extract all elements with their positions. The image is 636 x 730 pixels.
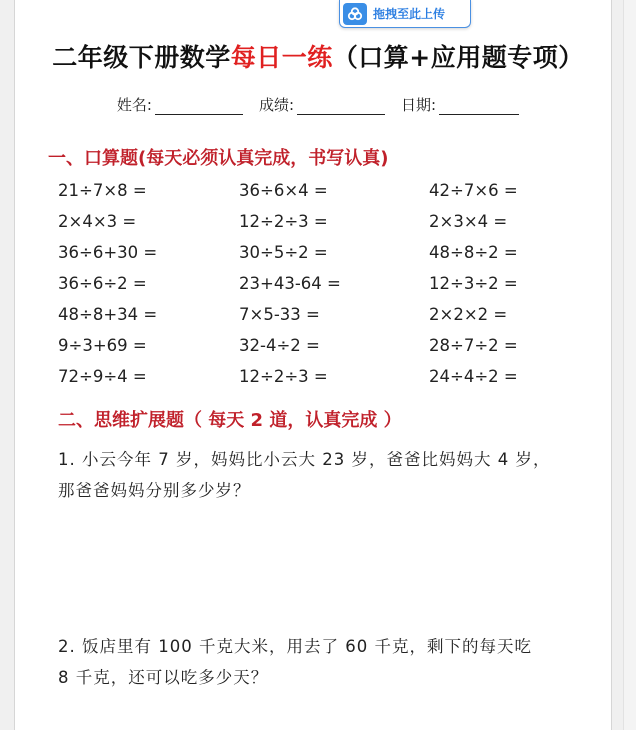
oral-item: 48÷8÷2 = — [429, 243, 518, 262]
name-blank[interactable] — [155, 98, 243, 115]
oral-calculation-grid — [58, 180, 578, 388]
score-label: 成绩: — [258, 96, 295, 114]
name-label: 姓名: — [116, 96, 152, 114]
score-blank[interactable] — [297, 98, 385, 115]
oral-item: 32-4÷2 = — [239, 336, 320, 355]
problem-2-line1: 2. 饭店里有 100 千克大米，用去了 60 千克，剩下的每天吃 — [58, 637, 532, 656]
score-field — [259, 94, 385, 115]
oral-item: 7×5-33 = — [239, 305, 320, 324]
title-part1: 二年级下册数学 — [52, 43, 231, 72]
oral-item: 36÷6÷2 = — [58, 274, 147, 293]
oral-item: 42÷7×6 = — [429, 181, 518, 200]
word-problem-2 — [58, 631, 588, 693]
student-info-row — [0, 94, 636, 115]
oral-item: 23+43-64 = — [239, 274, 341, 293]
date-label: 日期: — [401, 96, 437, 114]
oral-item: 2×2×2 = — [429, 305, 508, 324]
oral-item: 36÷6×4 = — [239, 181, 328, 200]
oral-item: 12÷2÷3 = — [239, 212, 328, 231]
name-field — [117, 94, 243, 115]
section2-title: 二、思维扩展题（ 每天 2 道，认真完成 ） — [58, 410, 402, 431]
oral-item: 30÷5÷2 = — [239, 243, 328, 262]
oral-item: 12÷3÷2 = — [429, 274, 518, 293]
oral-item: 24÷4÷2 = — [429, 367, 518, 386]
upload-button-label: 拖拽至此上传 — [373, 7, 446, 21]
problem-1-line1: 1. 小云今年 7 岁，妈妈比小云大 23 岁，爸爸比妈妈大 4 岁， — [58, 450, 551, 469]
problem-2-line2: 8 千克，还可以吃多少天？ — [58, 668, 269, 687]
upload-button[interactable] — [339, 0, 471, 28]
oral-item: 2×3×4 = — [429, 212, 508, 231]
word-problem-1 — [58, 444, 588, 506]
oral-item: 28÷7÷2 = — [429, 336, 518, 355]
oral-item: 48÷8+34 = — [58, 305, 158, 324]
page-title — [0, 38, 636, 74]
oral-item: 9÷3+69 = — [58, 336, 147, 355]
date-field — [401, 94, 519, 115]
oral-item: 12÷2÷3 = — [239, 367, 328, 386]
title-part2: （口算+应用题专项） — [332, 43, 584, 72]
oral-item: 2×4×3 = — [58, 212, 137, 231]
cloud-upload-icon — [343, 3, 367, 25]
problem-1-line2: 那爸爸妈妈分别多少岁？ — [58, 481, 251, 500]
oral-item: 21÷7×8 = — [58, 181, 147, 200]
date-blank[interactable] — [439, 98, 519, 115]
title-highlight: 每日一练 — [230, 43, 333, 72]
oral-item: 36÷6+30 = — [58, 243, 158, 262]
section1-title: 一、口算题(每天必须认真完成，书写认真) — [48, 148, 389, 169]
oral-item: 72÷9÷4 = — [58, 367, 147, 386]
